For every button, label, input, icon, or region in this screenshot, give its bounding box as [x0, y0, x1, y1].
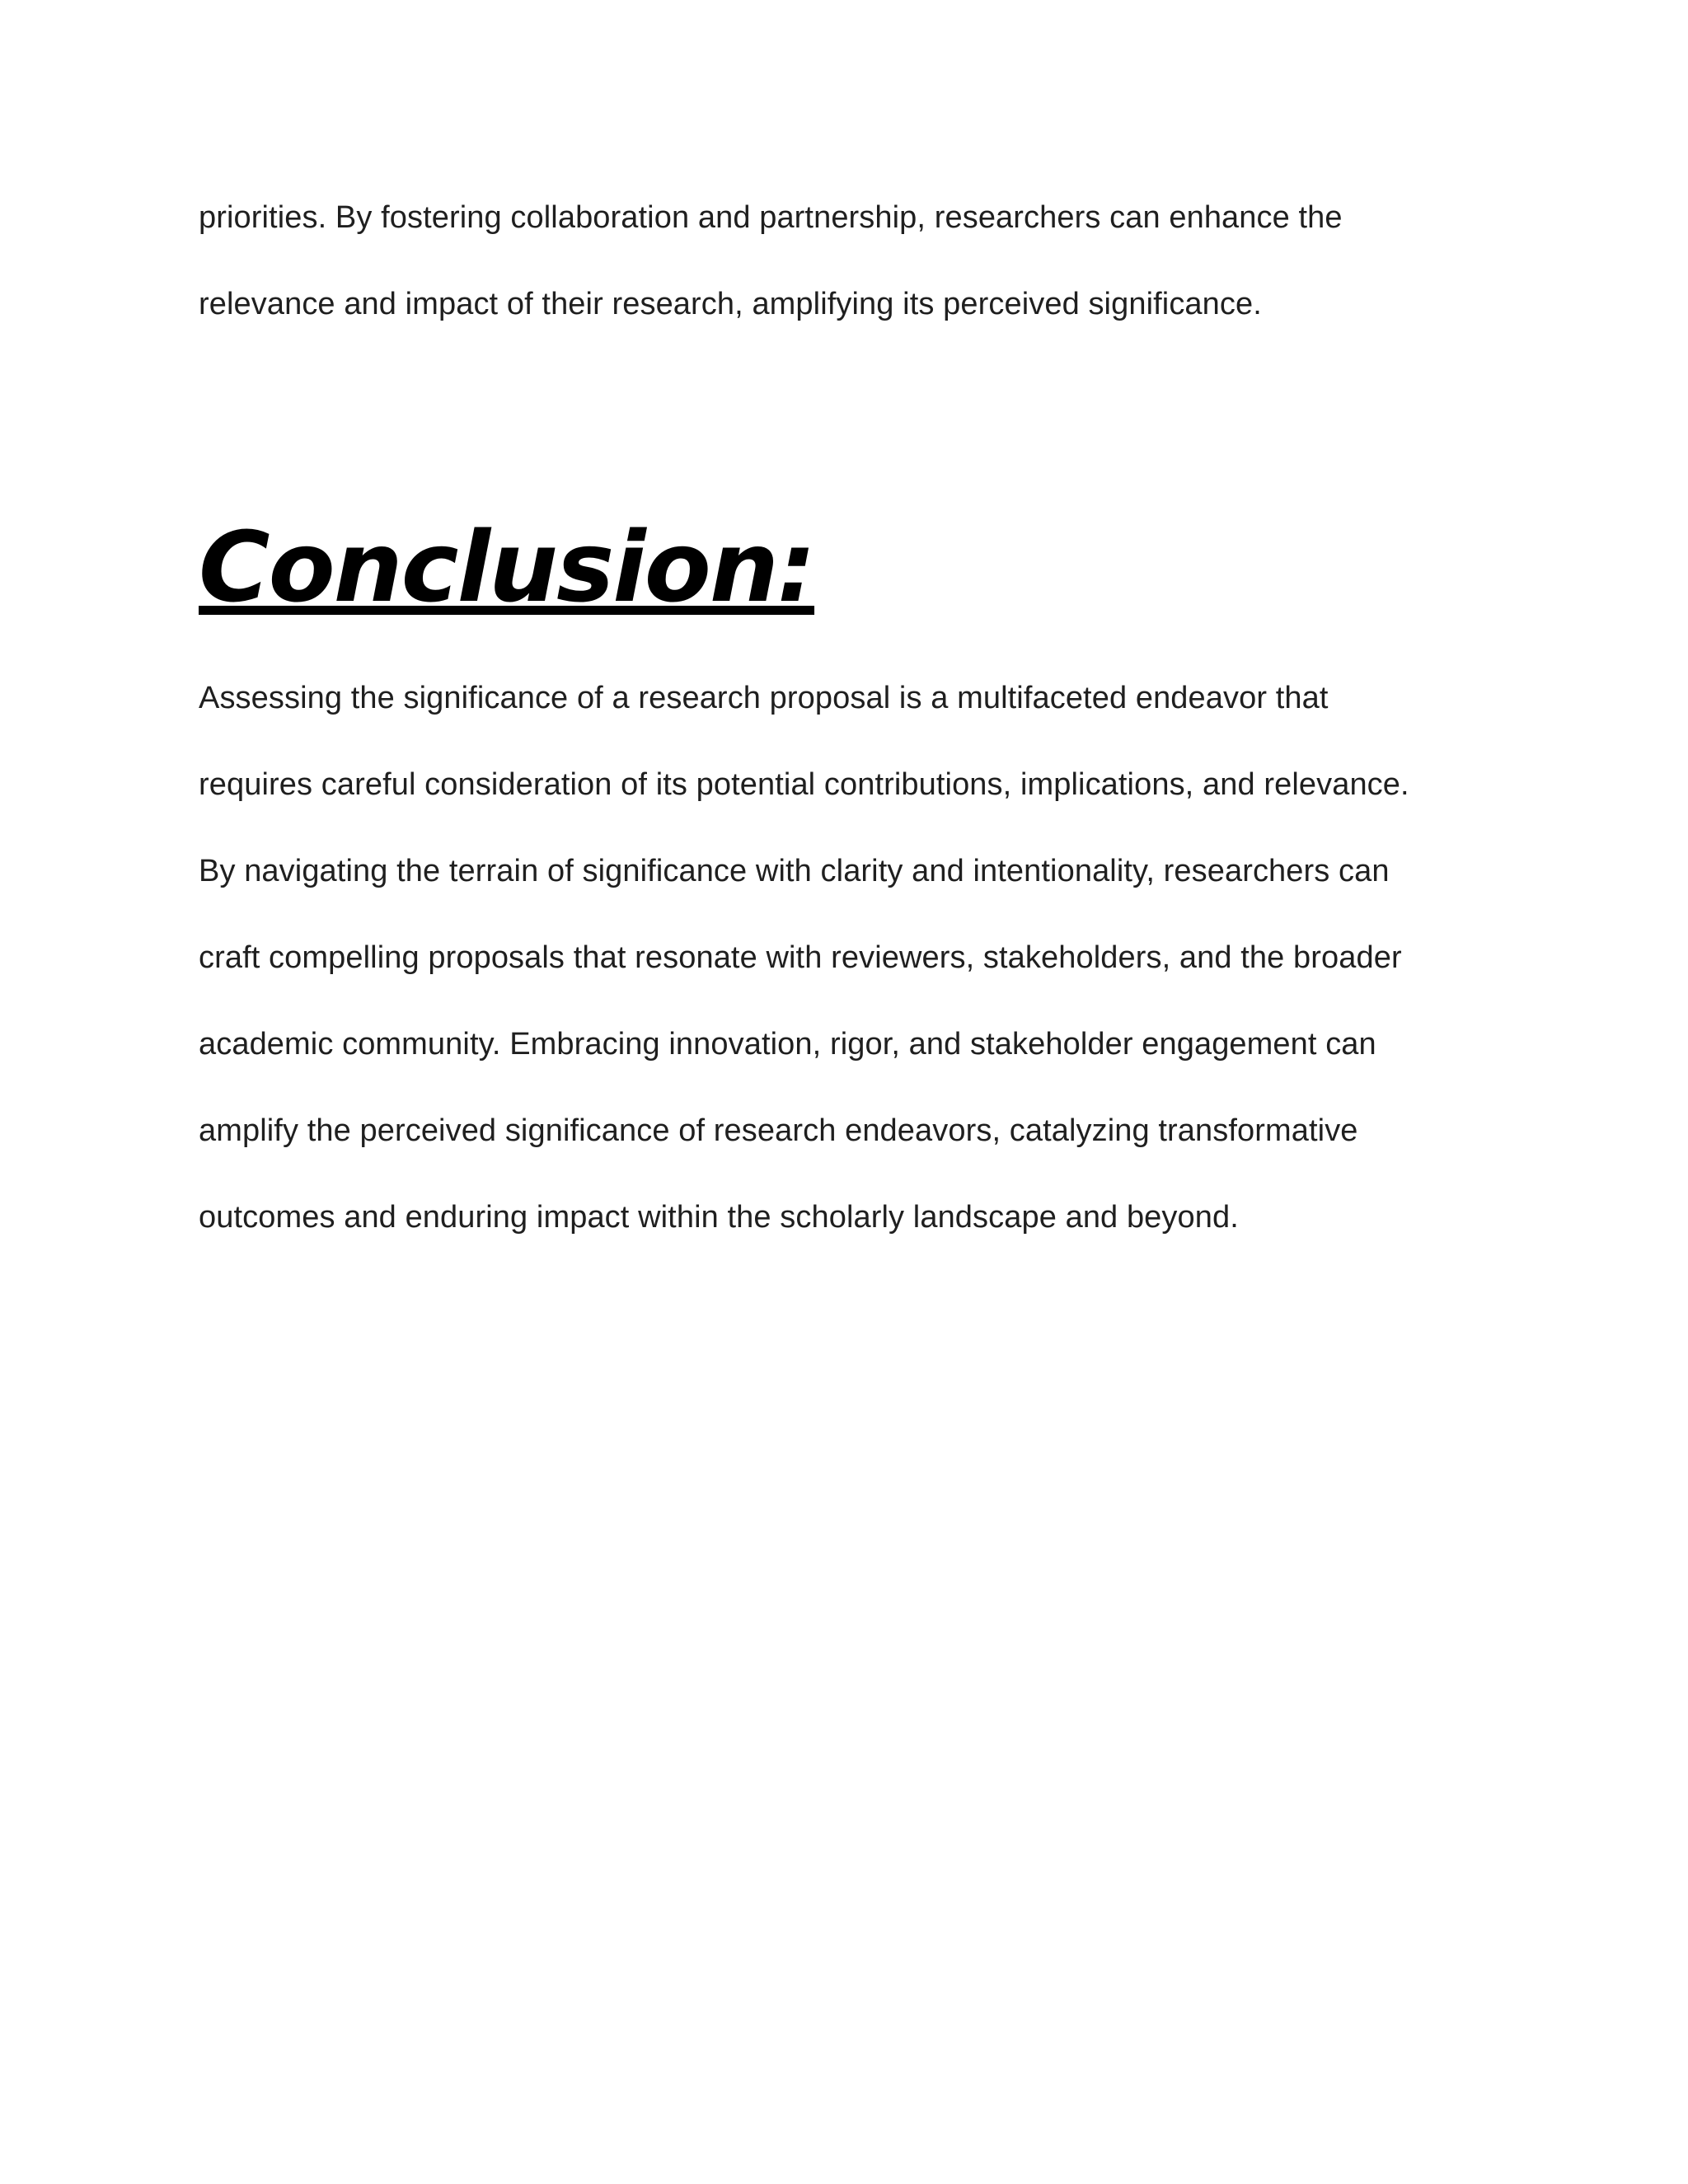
conclusion-paragraph-line: craft compelling proposals that resonate with reviewers, stakeholders, and the broader	[199, 940, 1402, 975]
conclusion-paragraph-line: academic community. Embracing innovation, rigor, and stakeholder engagement can	[199, 1027, 1376, 1062]
conclusion-paragraph-line: By navigating the terrain of significance with clarity and intentionality, researchers can	[199, 854, 1390, 888]
conclusion-paragraph-line: outcomes and enduring impact within the scholarly landscape and beyond.	[199, 1200, 1239, 1235]
conclusion-paragraph-line: Assessing the significance of a research proposal is a multifaceted endeavor that	[199, 681, 1329, 715]
intro-paragraph-line: relevance and impact of their research, amplifying its perceived significance.	[199, 287, 1262, 321]
conclusion-paragraph-line: amplify the perceived significance of research endeavors, catalyzing transformative	[199, 1113, 1358, 1148]
conclusion-paragraph-line: requires careful consideration of its potential contributions, implications, and relevance.	[199, 767, 1409, 802]
conclusion-heading: Conclusion:	[199, 510, 815, 624]
intro-paragraph-line: priorities. By fostering collaboration and partnership, researchers can enhance the	[199, 200, 1343, 235]
